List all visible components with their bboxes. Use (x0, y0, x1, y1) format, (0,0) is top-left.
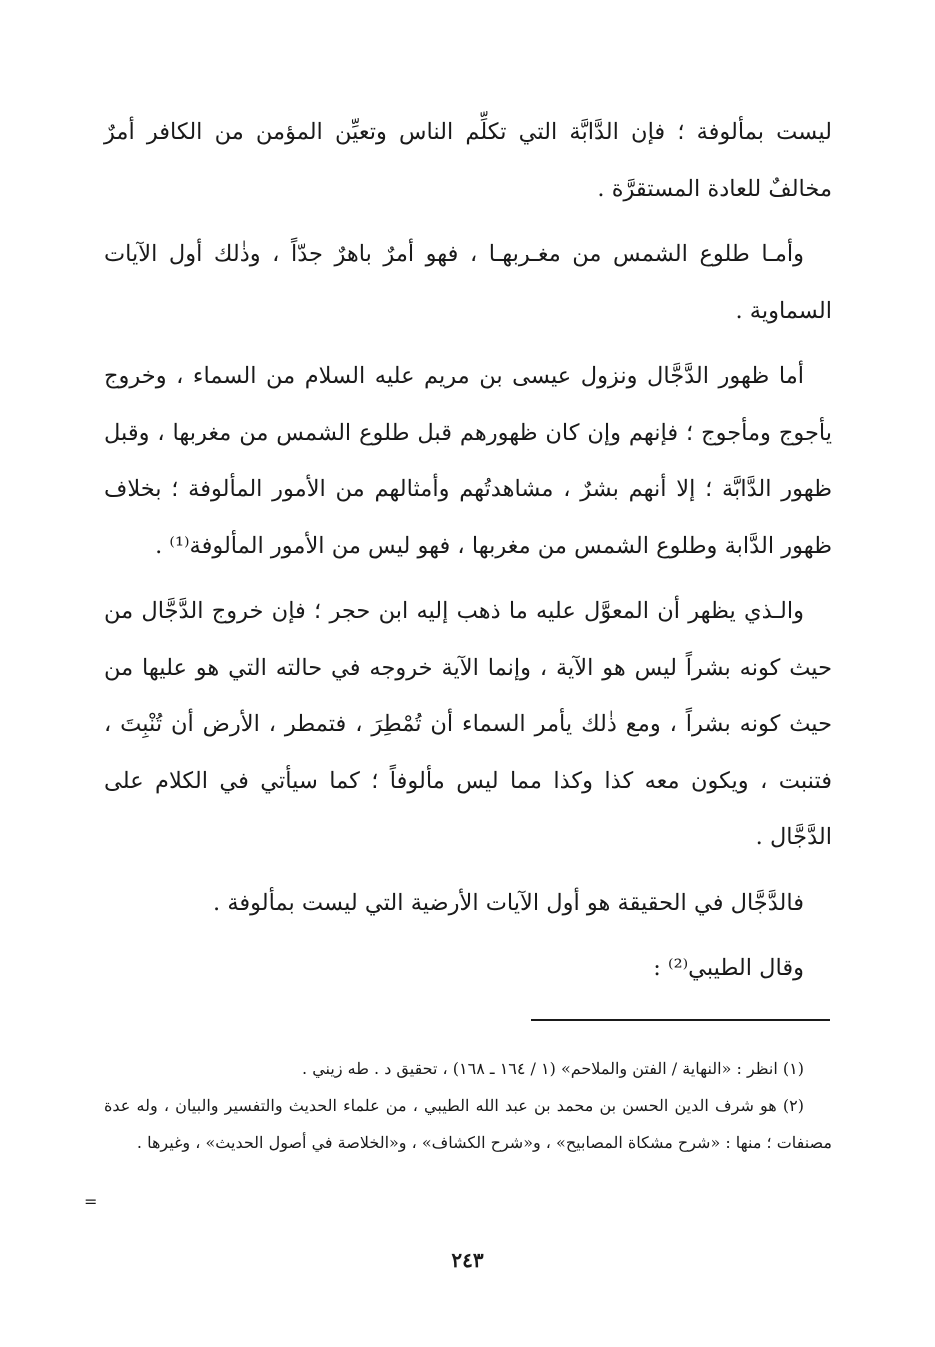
main-text-body (104, 104, 832, 997)
paragraph-5: فالدَّجَّال في الحقيقة هو أول الآيات الأرضية التي ليست بمألوفة . (213, 889, 804, 916)
page-number: ٢٤٣ (451, 1248, 484, 1272)
paragraph-1: ليست بمألوفة ؛ فإن الدَّابَّة التي تكلِّم الناس وتعيِّن المؤمن من الكافر أمرٌ مخالفٌ للعادة المستقرَّة . (104, 119, 832, 202)
paragraph-4: والـذي يظهر أن المعوَّل عليه ما ذهب إليه ابن حجر ؛ فإن خروج الدَّجَّال من حيث كونه بشراً ليس هو الآية ، وإنما الآية خروجه في حالته التي هو عليها من حيث كونه بشراً ، ومع ذٰلك يأمر السماء أن تُمْطِرَ ، فتمطر ، الأرض أن تُنْبِتَ ، فتنبت ، ويكون معه كذا وكذا مما ليس مألوفاً ؛ كما سيأتي في الكلام على الدَّجَّال . (104, 598, 832, 850)
footnote-separator (531, 1019, 830, 1021)
paragraph-2: وأمـا طلوع الشمس من مغـربهـا ، فهو أمرٌ باهرٌ جدّاً ، وذٰلك أول الآيات السماوية . (104, 241, 832, 324)
paragraph-3: أما ظهور الدَّجَّال ونزول عيسى بن مريم عليه السلام من السماء ، وخروج يأجوج ومأجوج ؛ فإنهم وإن كان ظهورهم قبل طلوع الشمس من مغربها ، وقبل ظهور الدَّابَّة ؛ إلا أنهم بشرٌ ، مشاهدتُهم وأمثالهم من الأمور المألوفة ؛ بخلاف ظهور الدَّابة وطلوع الشمس من مغربها ، فهو ليس من الأمور المألوفة⁽¹⁾ . (104, 363, 832, 559)
continuation-mark: = (84, 1192, 98, 1211)
footnote-1: (١) انظر : «النهاية / الفتن والملاحم» (١ / ١٦٤ ـ ١٦٨) ، تحقيق د . طه زيني . (302, 1059, 804, 1078)
paragraph-6: وقال الطيبي⁽²⁾ : (653, 955, 804, 981)
footnotes-section (104, 1050, 832, 1161)
footnote-2: (٢) هو شرف الدين الحسن بن محمد بن عبد الله الطيبي ، من علماء الحديث والتفسير والبيان ، وله عدة مصنفات ؛ منها : «شرح مشكاة المصابيح» ، و«شرح الكشاف» ، و«الخلاصة في أصول الحديث» ، وغيرها . (104, 1096, 832, 1152)
